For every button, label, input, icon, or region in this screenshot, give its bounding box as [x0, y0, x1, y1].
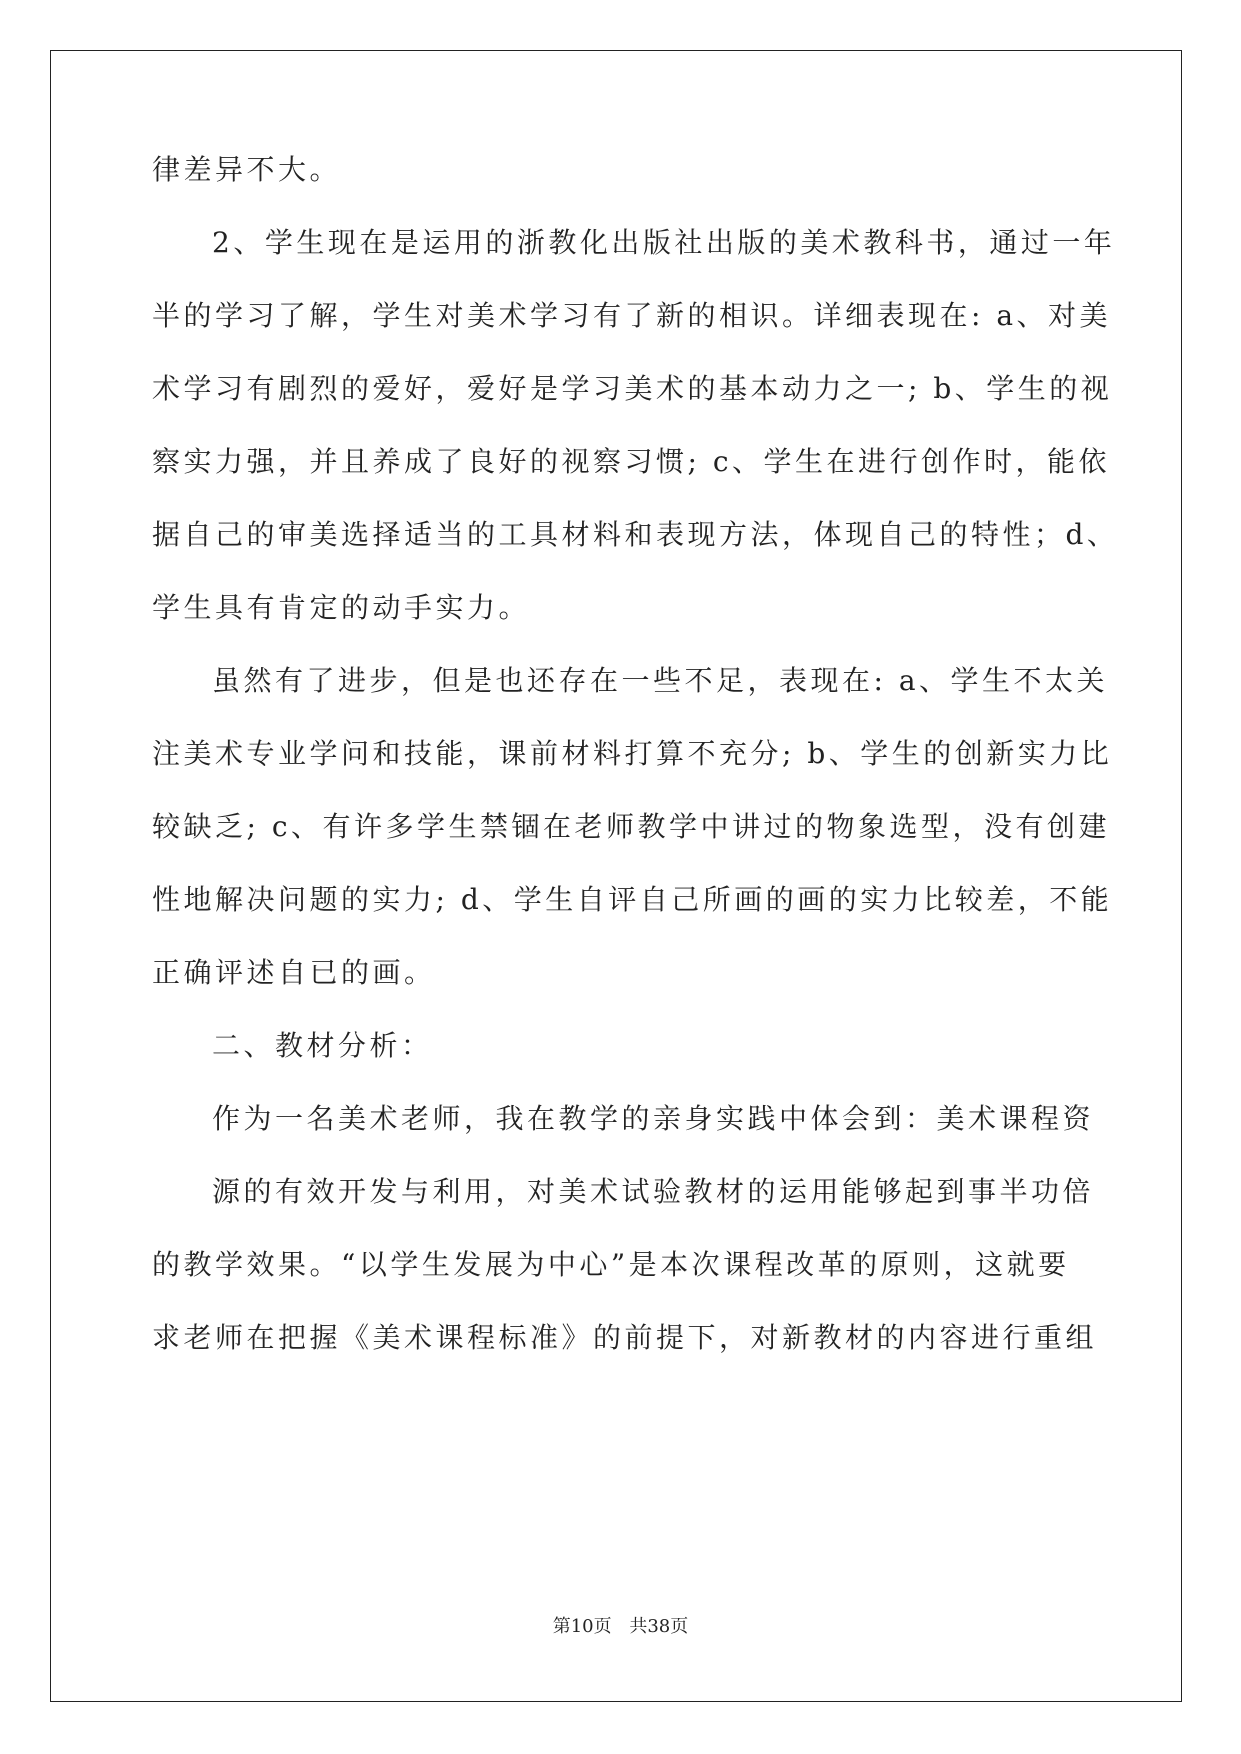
text-line: 学生具有肯定的动手实力。	[152, 591, 531, 624]
text-line: 性地解决问题的实力; d、学生自评自己所画的画的实力比较差，不能	[152, 883, 1113, 916]
text-line: 察实力强，并且养成了良好的视察习惯; c、学生在进行创作时，能依	[152, 445, 1111, 478]
page-border	[50, 50, 1182, 1702]
page-footer	[0, 1616, 1241, 1638]
text-line: 作为一名美术老师，我在教学的亲身实践中体会到：美术课程资	[212, 1102, 1095, 1135]
page-number: 第10页	[552, 1616, 612, 1637]
section-heading: 二、教材分析：	[212, 1029, 433, 1062]
text-line: 的教学效果。“以学生发展为中心”是本次课程改革的原则，这就要	[152, 1248, 1070, 1281]
page-total: 共38页	[629, 1616, 689, 1637]
text-line: 律差异不大。	[152, 153, 342, 186]
text-line: 半的学习了解，学生对美术学习有了新的相识。详细表现在: a、对美	[152, 299, 1112, 332]
text-line: 术学习有剧烈的爱好，爱好是学习美术的基本动力之一; b、学生的视	[152, 372, 1113, 405]
text-line: 注美术专业学问和技能，课前材料打算不充分; b、学生的创新实力比	[152, 737, 1113, 770]
text-line: 据自己的审美选择适当的工具材料和表现方法，体现自己的特性；d、	[152, 518, 1119, 551]
text-line: 2、学生现在是运用的浙教化出版社出版的美术教科书，通过一年	[212, 226, 1116, 259]
text-line: 正确评述自已的画。	[152, 956, 436, 989]
text-line: 虽然有了进步，但是也还存在一些不足，表现在: a、学生不太关	[212, 664, 1109, 697]
text-line: 较缺乏; c、有许多学生禁锢在老师教学中讲过的物象选型，没有创建	[152, 810, 1111, 843]
text-line: 源的有效开发与利用，对美术试验教材的运用能够起到事半功倍	[212, 1175, 1095, 1208]
text-line: 求老师在把握《美术课程标准》的前提下，对新教材的内容进行重组	[152, 1321, 1098, 1354]
